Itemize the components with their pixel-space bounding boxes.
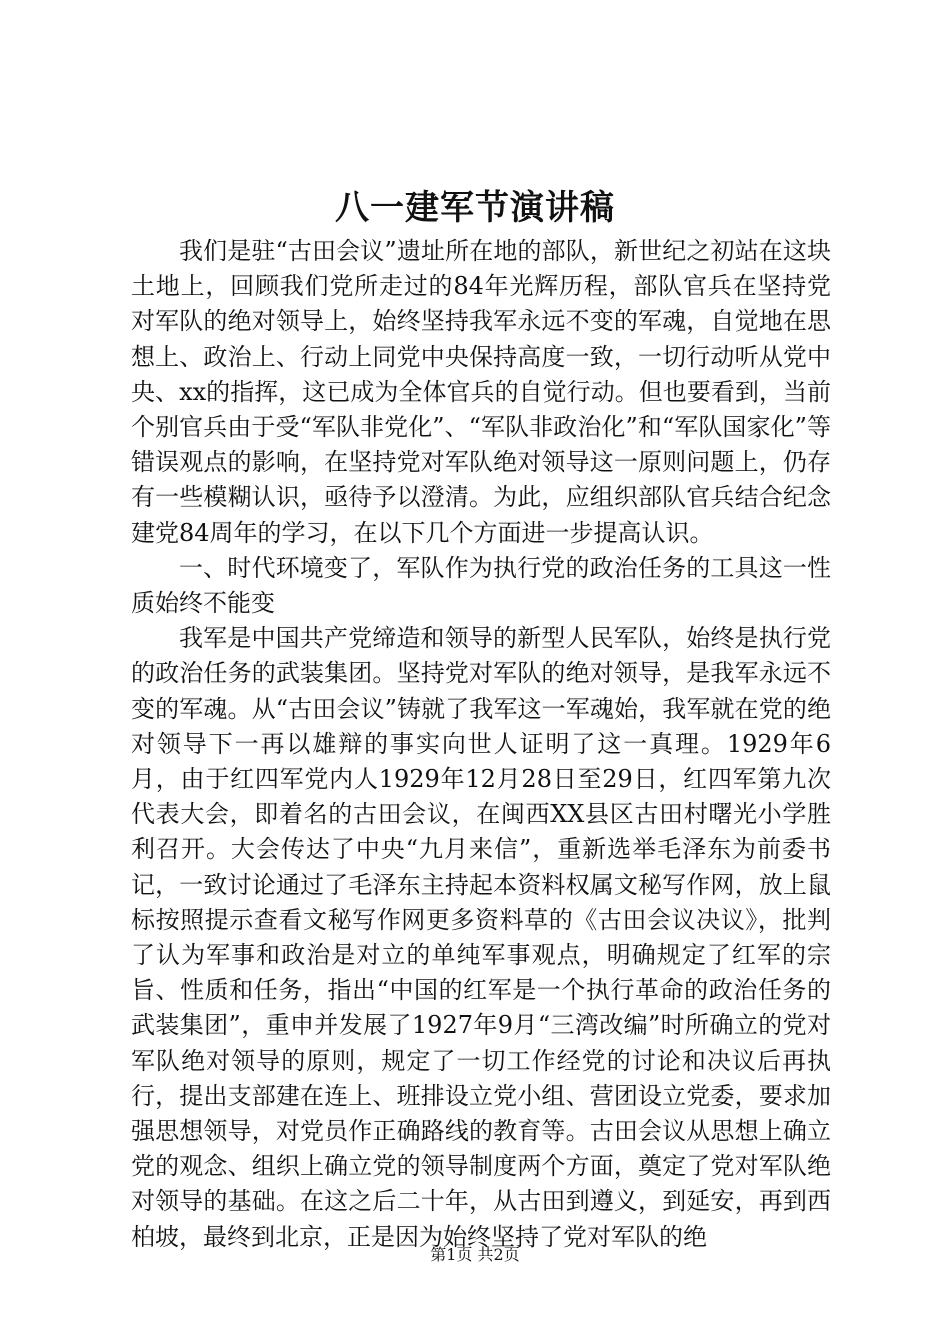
paragraph-section-1: 我军是中国共产党缔造和领导的新型人民军队，始终是执行党的政治任务的武装集团。坚持党对军队的绝对领导，是我军永远不变的军魂。从“古田会议”铸就了我军这一军魂始，我军就在党的绝对领导下一再以雄辩的事实向世人证明了这一真理。1929年6月，由于红四军党内人1929年12月28日至29日，红四军第九次代表大会，即着名的古田会议，在闽西XX县区古田村曙光小学胜利召开。大会传达了中央“九月来信”，重新选举毛泽东为前委书记，一致讨论通过了毛泽东主持起本资料权属文秘写作网，放上鼠标按照提示查看文秘写作网更多资料草的《古田会议决议》，批判了认为军事和政治是对立的单纯军事观点，明确规定了红军的宗旨、性质和任务，指出“中国的红军是一个执行革命的政治任务的武装集团”，重申并发展了1927年9月“三湾改编”时所确立的党对军队绝对领导的原则，规定了一切工作经党的讨论和决议后再执行，提出支部建在连上、班排设立党小组、营团设立党委，要求加强思想领导，对党员作正确路线的教育等。古田会议从思想上确立党的观念、组织上确立党的领导制度两个方面，奠定了党对军队绝对领导的基础。在这之后二十年，从古田到遵义，到延安，再到西柏坡，最终到北京，正是因为始终坚持了党对军队的绝: [131, 624, 831, 1251]
page-footer: 第1页 共2页: [430, 1245, 520, 1264]
document-body: [131, 234, 831, 1255]
paragraph-heading-1: 一、时代环境变了，军队作为执行党的政治任务的工具这一性质始终不能变: [131, 553, 831, 618]
paragraph-intro: 我们是驻“古田会议”遗址所在地的部队，新世纪之初站在这块土地上，回顾我们党所走过的84年光辉历程，部队官兵在坚持党对军队的绝对领导上，始终坚持我军永远不变的军魂，自觉地在思想上、政治上、行动上同党中央保持高度一致，一切行动听从党中央、xx的指挥，这已成为全体官兵的自觉行动。但也要看到，当前个别官兵由于受“军队非党化”、“军队非政治化”和“军队国家化”等错误观点的影响，在坚持党对军队绝对领导这一原则问题上，仍存有一些模糊认识，亟待予以澄清。为此，应组织部队官兵结合纪念建党84周年的学习，在以下几个方面进一步提高认识。: [131, 237, 831, 547]
document-title: 八一建军节演讲稿: [335, 188, 615, 228]
